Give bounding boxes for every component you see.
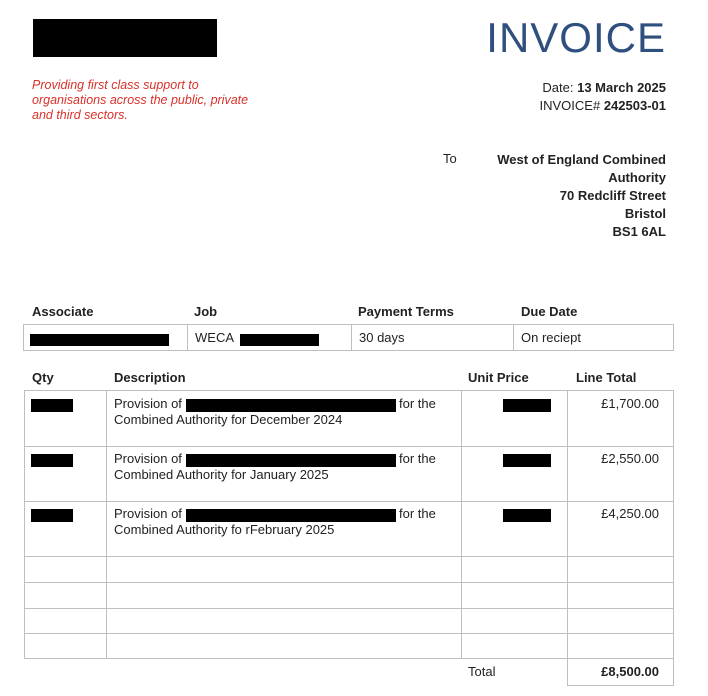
payment-terms-cell: [352, 325, 514, 350]
to-label: To: [443, 151, 457, 166]
header-due-date: Due Date: [521, 304, 578, 319]
address-line: 70 Redcliff Street: [559, 188, 666, 203]
row-divider: [25, 446, 673, 447]
company-tagline: Providing first class support to organisations across the public, private and third sectors.: [32, 78, 249, 122]
redacted-qty: [31, 399, 73, 412]
row-divider: [25, 608, 673, 609]
recipient-address: [497, 151, 666, 241]
address-line: Authority: [608, 170, 666, 185]
description-start: Provision of: [114, 451, 182, 466]
description-mid: for the: [399, 451, 436, 466]
redacted-logo: [33, 19, 217, 57]
redacted-unit-price: [503, 399, 551, 412]
address-line: West of England Combined: [497, 152, 666, 167]
redacted-job: [240, 334, 319, 346]
engagement-row: [23, 324, 674, 351]
total-value: £8,500.00: [601, 664, 659, 679]
row-divider: [25, 582, 673, 583]
row-divider: [25, 556, 673, 557]
line-total: £4,250.00: [601, 506, 659, 521]
address-line: BS1 6AL: [612, 224, 666, 239]
column-divider: [461, 391, 462, 658]
invoice-title: INVOICE: [486, 14, 666, 61]
line-items-table: [24, 390, 674, 659]
redacted-qty: [31, 454, 73, 467]
associate-cell: [24, 325, 188, 350]
redacted-qty: [31, 509, 73, 522]
address-line: Bristol: [624, 206, 666, 221]
redacted-unit-price: [503, 509, 551, 522]
row-divider: [25, 501, 673, 502]
job-prefix: WECA: [195, 330, 234, 345]
due-date-value: On reciept: [521, 330, 581, 345]
total-label: Total: [468, 664, 496, 679]
redacted-service: [186, 399, 396, 412]
description-mid: for the: [399, 506, 436, 521]
invoice-meta: [540, 79, 666, 115]
payment-terms-value: 30 days: [359, 330, 405, 345]
description-end: Combined Authority for December 2024: [114, 412, 343, 427]
date-line: [540, 79, 666, 97]
header-payment-terms: Payment Terms: [358, 304, 454, 319]
description-mid: for the: [399, 396, 436, 411]
header-line-total: Line Total: [576, 370, 637, 385]
description-start: Provision of: [114, 396, 182, 411]
redacted-service: [186, 509, 396, 522]
date-value: 13 March 2025: [577, 80, 666, 95]
redacted-service: [186, 454, 396, 467]
description-end: Combined Authority fo rFebruary 2025: [114, 522, 335, 537]
description-start: Provision of: [114, 506, 182, 521]
header-associate: Associate: [32, 304, 94, 319]
header-unit-price: Unit Price: [468, 370, 529, 385]
redacted-associate: [30, 334, 169, 346]
invoice-number-value: 242503-01: [603, 98, 666, 113]
line-total: £2,550.00: [601, 451, 659, 466]
due-date-cell: [514, 325, 673, 350]
invoice-number-line: [540, 97, 666, 115]
column-divider: [106, 391, 107, 658]
header-qty: Qty: [32, 370, 54, 385]
invoice-number-label: INVOICE#: [539, 98, 601, 113]
header-job: Job: [194, 304, 218, 319]
row-divider: [25, 633, 673, 634]
column-divider: [567, 391, 568, 658]
description-end: Combined Authority for January 2025: [114, 467, 329, 482]
redacted-unit-price: [503, 454, 551, 467]
job-cell: [188, 325, 352, 350]
total-box: [567, 659, 674, 686]
line-total: £1,700.00: [601, 396, 659, 411]
date-label: Date:: [542, 80, 574, 95]
header-description: Description: [114, 370, 186, 385]
